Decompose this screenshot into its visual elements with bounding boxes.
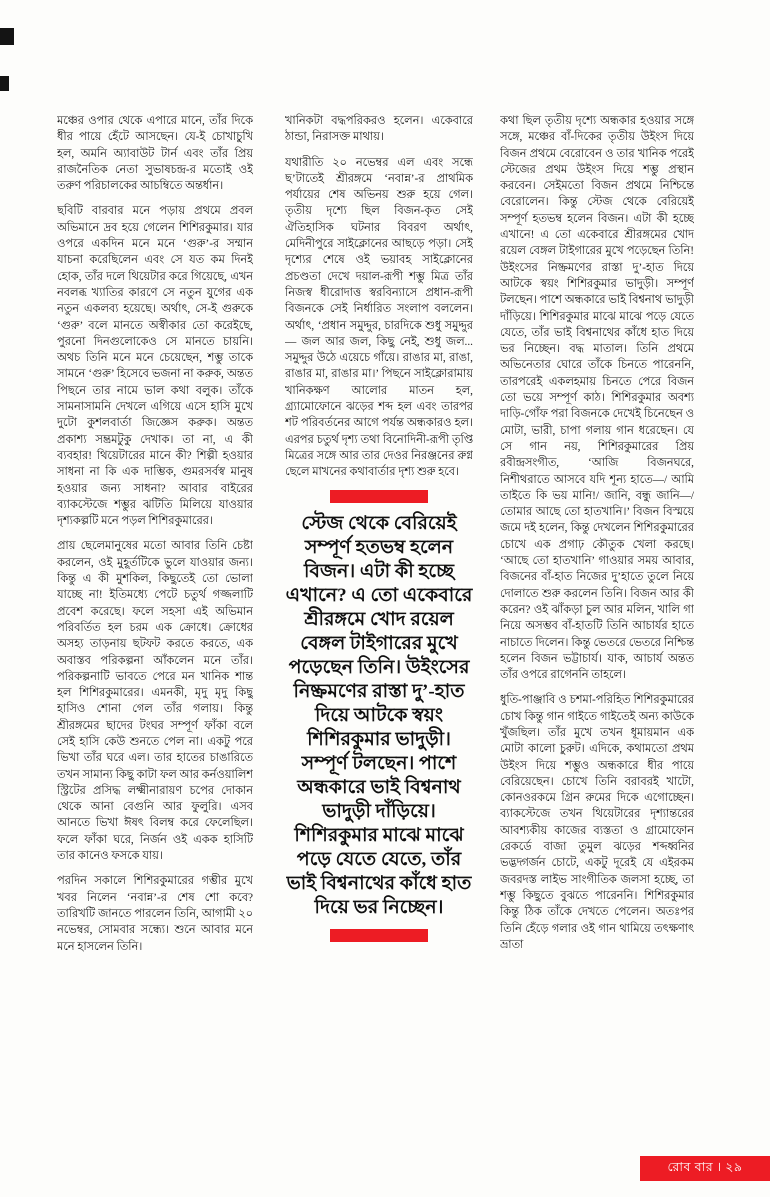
print-registration-mark [0,28,14,45]
page-footer-badge [640,1156,770,1181]
footer-label: রোব বার । ২৯ [667,1159,743,1174]
text-column-3 [500,113,694,1143]
body-paragraph: কথা ছিল তৃতীয় দৃশ্যে অন্ধকার হওয়ার সঙ্গে সঙ্গে, মঞ্চের বাঁ-দিকের তৃতীয় উইংস দিয়ে বিজন প্রথমে বেরোবেন ও তার খানিক পরেই স্টেজের প্রথম উইংস দিয়ে শম্ভু প্রস্থান করবেন। সেইমতো বিজন প্রথমে নিশ্চিন্তে বেরোলেন। কিন্তু স্টেজ থেকে বেরিয়েই সম্পূর্ণ হতভম্ব হলেন বিজন। এটা কী হচ্ছে এখানে! এ তো একেবারে শ্রীরঙ্গমের খোদ রয়েল বেঙ্গল টাইগারের মুখে পড়েছেন তিনি! উইংসের নিষ্ক্রমণের রাস্তা দু’-হাত দিয়ে আটকে স্বয়ং শিশিরকুমার ভাদুড়ী। সম্পূর্ণ টলছেন। পাশে অন্ধকারে ভাই বিশ্বনাথ ভাদুড়ী দাঁড়িয়ে। শিশিরকুমার মাঝে মাঝে পড়ে যেতে যেতে, তাঁর ভাই বিশ্বনাথের কাঁধে হাত দিয়ে ভর নিচ্ছেন। বদ্ধ মাতাল। তিনি প্রথমে অভিনেতার ঘোরে তাঁকে চিনতে পারেননি, তারপরেই একলহমায় চিনতে পেরে বিজন তো ভয়ে সম্পূর্ণ কাঠ। শিশিরকুমার অবশ্য দাড়ি-গোঁফ পরা বিজনকে দেখেই চিনেছেন ও মোটা, ভারী, চাপা গলায় গান ধরেছেন। যে সে গান নয়, শিশিরকুমারের প্রিয় রবীন্দ্রসংগীত, ‘আজি বিজনঘরে, নিশীথরাতে আসবে যদি শূন্য হাতে—/ আমি তাইতে কি ভয় মানি!/ জানি, বন্ধু জানি—/ তোমার আছে তো হাতখানি।’ বিজন বিস্ময়ে জমে দই হলেন, কিন্তু দেখলেন শিশিরকুমারের চোখে এক প্রগাঢ় কৌতুক খেলা করছে। ‘আছে তো হাতখানি’ গাওয়ার সময় আবার, বিজনের বাঁ-হাত নিজের দু’হাতে তুলে নিয়ে দোলাতে শুরু করলেন তিনি। বিজন আর কী করেন? ওই ঝাঁকড়া চুল আর মলিন, খালি গা নিয়ে অসম্ভব বাঁ-হাতটি তিনি আচার্যর হাতে নাচাতে দিলেন। কিন্তু ভেতরে ভেতরে নিশ্চিন্ত হলেন বিজন ভট্টাচার্য। যাক, আচার্য অন্তত তাঁর ওপরে রাগেননি তাহলে। [500,115,694,682]
body-paragraph: ধুতি-পাঞ্জাবি ও চশমা-পরিহিত শিশিরকুমারের চোখ কিন্তু গান গাইতে গাইতেই অন্য কাউকে খুঁজছিল। তাঁর মুখে তখন ধূমায়মান এক মোটা কালো চুরুট। এদিকে, কথামতো প্রথম উইংস দিয়ে শম্ভুও অন্ধকারে ধীর পায়ে বেরিয়েছেন। চোখে তিনি বরাবরই খাটো, কোনওরকমে গ্রিন রুমের দিকে এগোচ্ছেন। ব্যাকস্টেজে তখন থিয়েটারের দৃশ্যান্তরের আবশ্যকীয় কাজের ব্যস্ততা ও গ্রামোফোন রেকর্ডে বাজা তুমুল ঝড়ের শব্দধ্বনির ভদ্ভদ্গর্জন চোটে, একটু দূরেই যে এইরকম জবরদস্ত লাইভ সাংগীতিক জলসা হচ্ছে, তা শম্ভু কিছুতে বুঝতে পারেননি। শিশিরকুমার কিন্তু ঠিক তাঁকে দেখতে পেলেন। অতঃপর তিনি হেঁড়ে গলার ওই গান থামিয়ে তৎক্ষণাৎ ভ্রাতা [500,694,694,951]
print-registration-mark [0,76,9,91]
body-paragraph: যথারীতি ২০ নভেম্বর এল এবং সন্ধে ছ’টাতেই শ্রীরঙ্গমে ‘নবান্ন’-র প্রাথমিক পর্যায়ের শেষ অভিনয় শুরু হয়ে গেল। তৃতীয় দৃশ্যে ছিল বিজন-কৃত সেই ঐতিহাসিক ঘটনার বিবরণ অর্থাৎ, মেদিনীপুরে সাইক্লোনের আছড়ে পড়া। সেই দৃশ্যের শেষে ওই ভয়াবহ সাইক্লোনের প্রচণ্ডতা দেখে দয়াল-রূপী শম্ভু মিত্র তাঁর নিজস্ব ধীরোদাত্ত স্বরবিন্যাসে প্রধান-রূপী বিজনকে সেই নির্ধারিত সংলাপ বললেন। অর্থাৎ, ‘প্রধান সমুদ্দুর, চারদিকে শুধু সমুদ্দুর— জল আর জল, কিছু নেই, শুধু জল... সমুদ্দুর উঠে এয়েচে গাঁয়ে। রাঙার মা, রাঙা, রাঙার মা, রাঙার মা।’ পিছনে সাইক্লোরামায় খানিকক্ষণ আলোর মাতন হল, গ্র্যামোফোনে ঝড়ের শব্দ হল এবং তারপর শট পরিবর্তনের আগে পর্যন্ত অন্ধকারও হল। এরপর চতুর্থ দৃশ্য তথা বিনোদিনী-রূপী তৃপ্তি মিত্রের সঙ্গে আর তার দেওর নিরঞ্জনের রুগ্ন ছেলে মাখনের কথাবার্তার দৃশ্য শুরু হবে। [285,156,473,479]
pull-quote-text: স্টেজ থেকে বেরিয়েই সম্পূর্ণ হতভম্ব হলেন বিজন। এটা কী হচ্ছে এখানে? এ তো একেবারে শ্রীরঙ্গমে খোদ রয়েল বেঙ্গল টাইগারের মুখে পড়েছেন তিনি। উইংসের নিষ্ক্রমণের রাস্তা দু’-হাত দিয়ে আটকে স্বয়ং শিশিরকুমার ভাদুড়ী। সম্পূর্ণ টলছেন। পাশে অন্ধকারে ভাই বিশ্বনাথ ভাদুড়ী দাঁড়িয়ে। শিশিরকুমার মাঝে মাঝে পড়ে যেতে যেতে, তাঁর ভাই বিশ্বনাথের কাঁধে হাত দিয়ে ভর নিচ্ছেন। [285,512,473,918]
pull-quote [285,490,473,942]
pull-quote-top-rule [330,490,428,503]
text-column-1 [57,113,253,1143]
body-paragraph: প্রায় ছেলেমানুষের মতো আবার তিনি চেষ্টা করলেন, ওই মুহূর্তটিকে ভুলে যাওয়ার জন্য। কিন্তু এ কী মুশকিল, কিছুতেই তো ভোলা যাচ্ছে না! ইতিমধ্যে পেটে চতুর্থ গজ্জলাটি প্রবেশ করেছে। ফলে সহসা এই অভিমান পরিবর্তিত হল চরম এক ক্রোধে। ক্রোধের অসহ্য তাড়নায় ছটফট করতে করতে, এক অবাস্তব পরিকল্পনা আঁকলেন মনে তাঁর। পরিকল্পনাটি ভাবতে পেরে মন খানিক শান্ত হল শিশিরকুমারের। এমনকী, মৃদু মৃদু কিছু হাসিও শোনা গেল তাঁর গলায়। কিন্তু শ্রীরঙ্গমের ছাদের টংঘর সম্পূর্ণ ফাঁকা বলে সেই হাসি কেউ শুনতে পেল না। একটু পরে ভিখা তাঁর ঘরে এল। তার হাতের চাঙারিতে তখন সামান্য কিছু কাটা ফল আর কর্নওয়ালিশ স্ট্রিটের প্রসিদ্ধ লক্ষ্মীনারায়ণ চপের দোকান থেকে আনা বেগুনি আর ফুলুরি। এসব আনতে ভিখা ঈষৎ বিলম্ব করে ফেলেছিল। ফলে ফাঁকা ঘরে, নির্জন ওই একক হাসিটি তার কানেও ফসকে যায়। [57,540,253,863]
body-paragraph: ছবিটি বারবার মনে পড়ায় প্রথমে প্রবল অভিমানে দ্রব হয়ে গেলেন শিশিরকুমার। যার ওপরে একদিন মনে মনে ‘গুরু’-র সম্মান যাচনা করেছিলেন এবং সে যত কম দিনই হোক, তাঁর দলে থিয়েটার করে গিয়েছে, এখন নবলব্ধ খ্যাতির কারণে সে নতুন যুগের এক নতুন একলব্য হয়েছে। অর্থাৎ, সে-ই গুরুকে ‘গুরু’ বলে মানতে অস্বীকার তো করেইছে, পুরনো দিনগুলোকেও সে মানতে চায়নি। অথচ তিনি মনে মনে চেয়েছেন, শম্ভু তাকে সামনে ‘গুরু’ হিসেবে ভজনা না করুক, অন্তত পিছনে তার নামে ভাল কথা বলুক। তাঁকে সামনাসামনি দেখলে এগিয়ে এসে হাসি মুখে দুটো কুশলবার্তা জিজ্ঞেস করুক। অন্তত প্রকাশ্য সম্ভ্রমটুকু দেখাক। তা না, এ কী ব্যবহার! থিয়েটারের মানে কী? শিল্পী হওয়ার সাধনা না কি এক দাম্ভিক, গুমরসর্বস্ব মানুষ হওয়ার জন্য সাধনা? আবার বাইরের ব্যাকস্টেজে শম্ভুর ঝটিতি মিলিয়ে যাওয়ার দৃশ্যকল্পটি মনে পড়ল শিশিরকুমারের। [57,205,253,528]
pull-quote-bottom-rule [330,929,428,942]
text-column-2 [285,113,473,1143]
body-paragraph: খানিকটা বদ্ধপরিকরও হলেন। একেবারে ঠান্ডা, নিরাসক্ত মাথায়। [285,115,473,144]
body-paragraph: মঞ্চের ওপার থেকে এপারে মানে, তাঁর দিকে ধীর পায়ে হেঁটে আসছেন। যে-ই চোখাচুখি হল, অমনি অ্যাবাউট টার্ন এবং তাঁর প্রিয় রাজনৈতিক নেতা সুভাষচন্দ্র-র মতোই ওই তরুণ পরিচালকের আচম্বিতে অন্তর্ধান। [57,115,253,193]
body-paragraph: পরদিন সকালে শিশিরকুমারের গম্ভীর মুখে খবর নিলেন ‘নবান্ন’-র শেষ শো কবে? তারিখটি জানতে পারলেন তিনি, আগামী ২০ নভেম্বর, সোমবার সন্ধ্যে। শুনে আবার মনে মনে হাসলেন তিনি। [57,875,253,953]
